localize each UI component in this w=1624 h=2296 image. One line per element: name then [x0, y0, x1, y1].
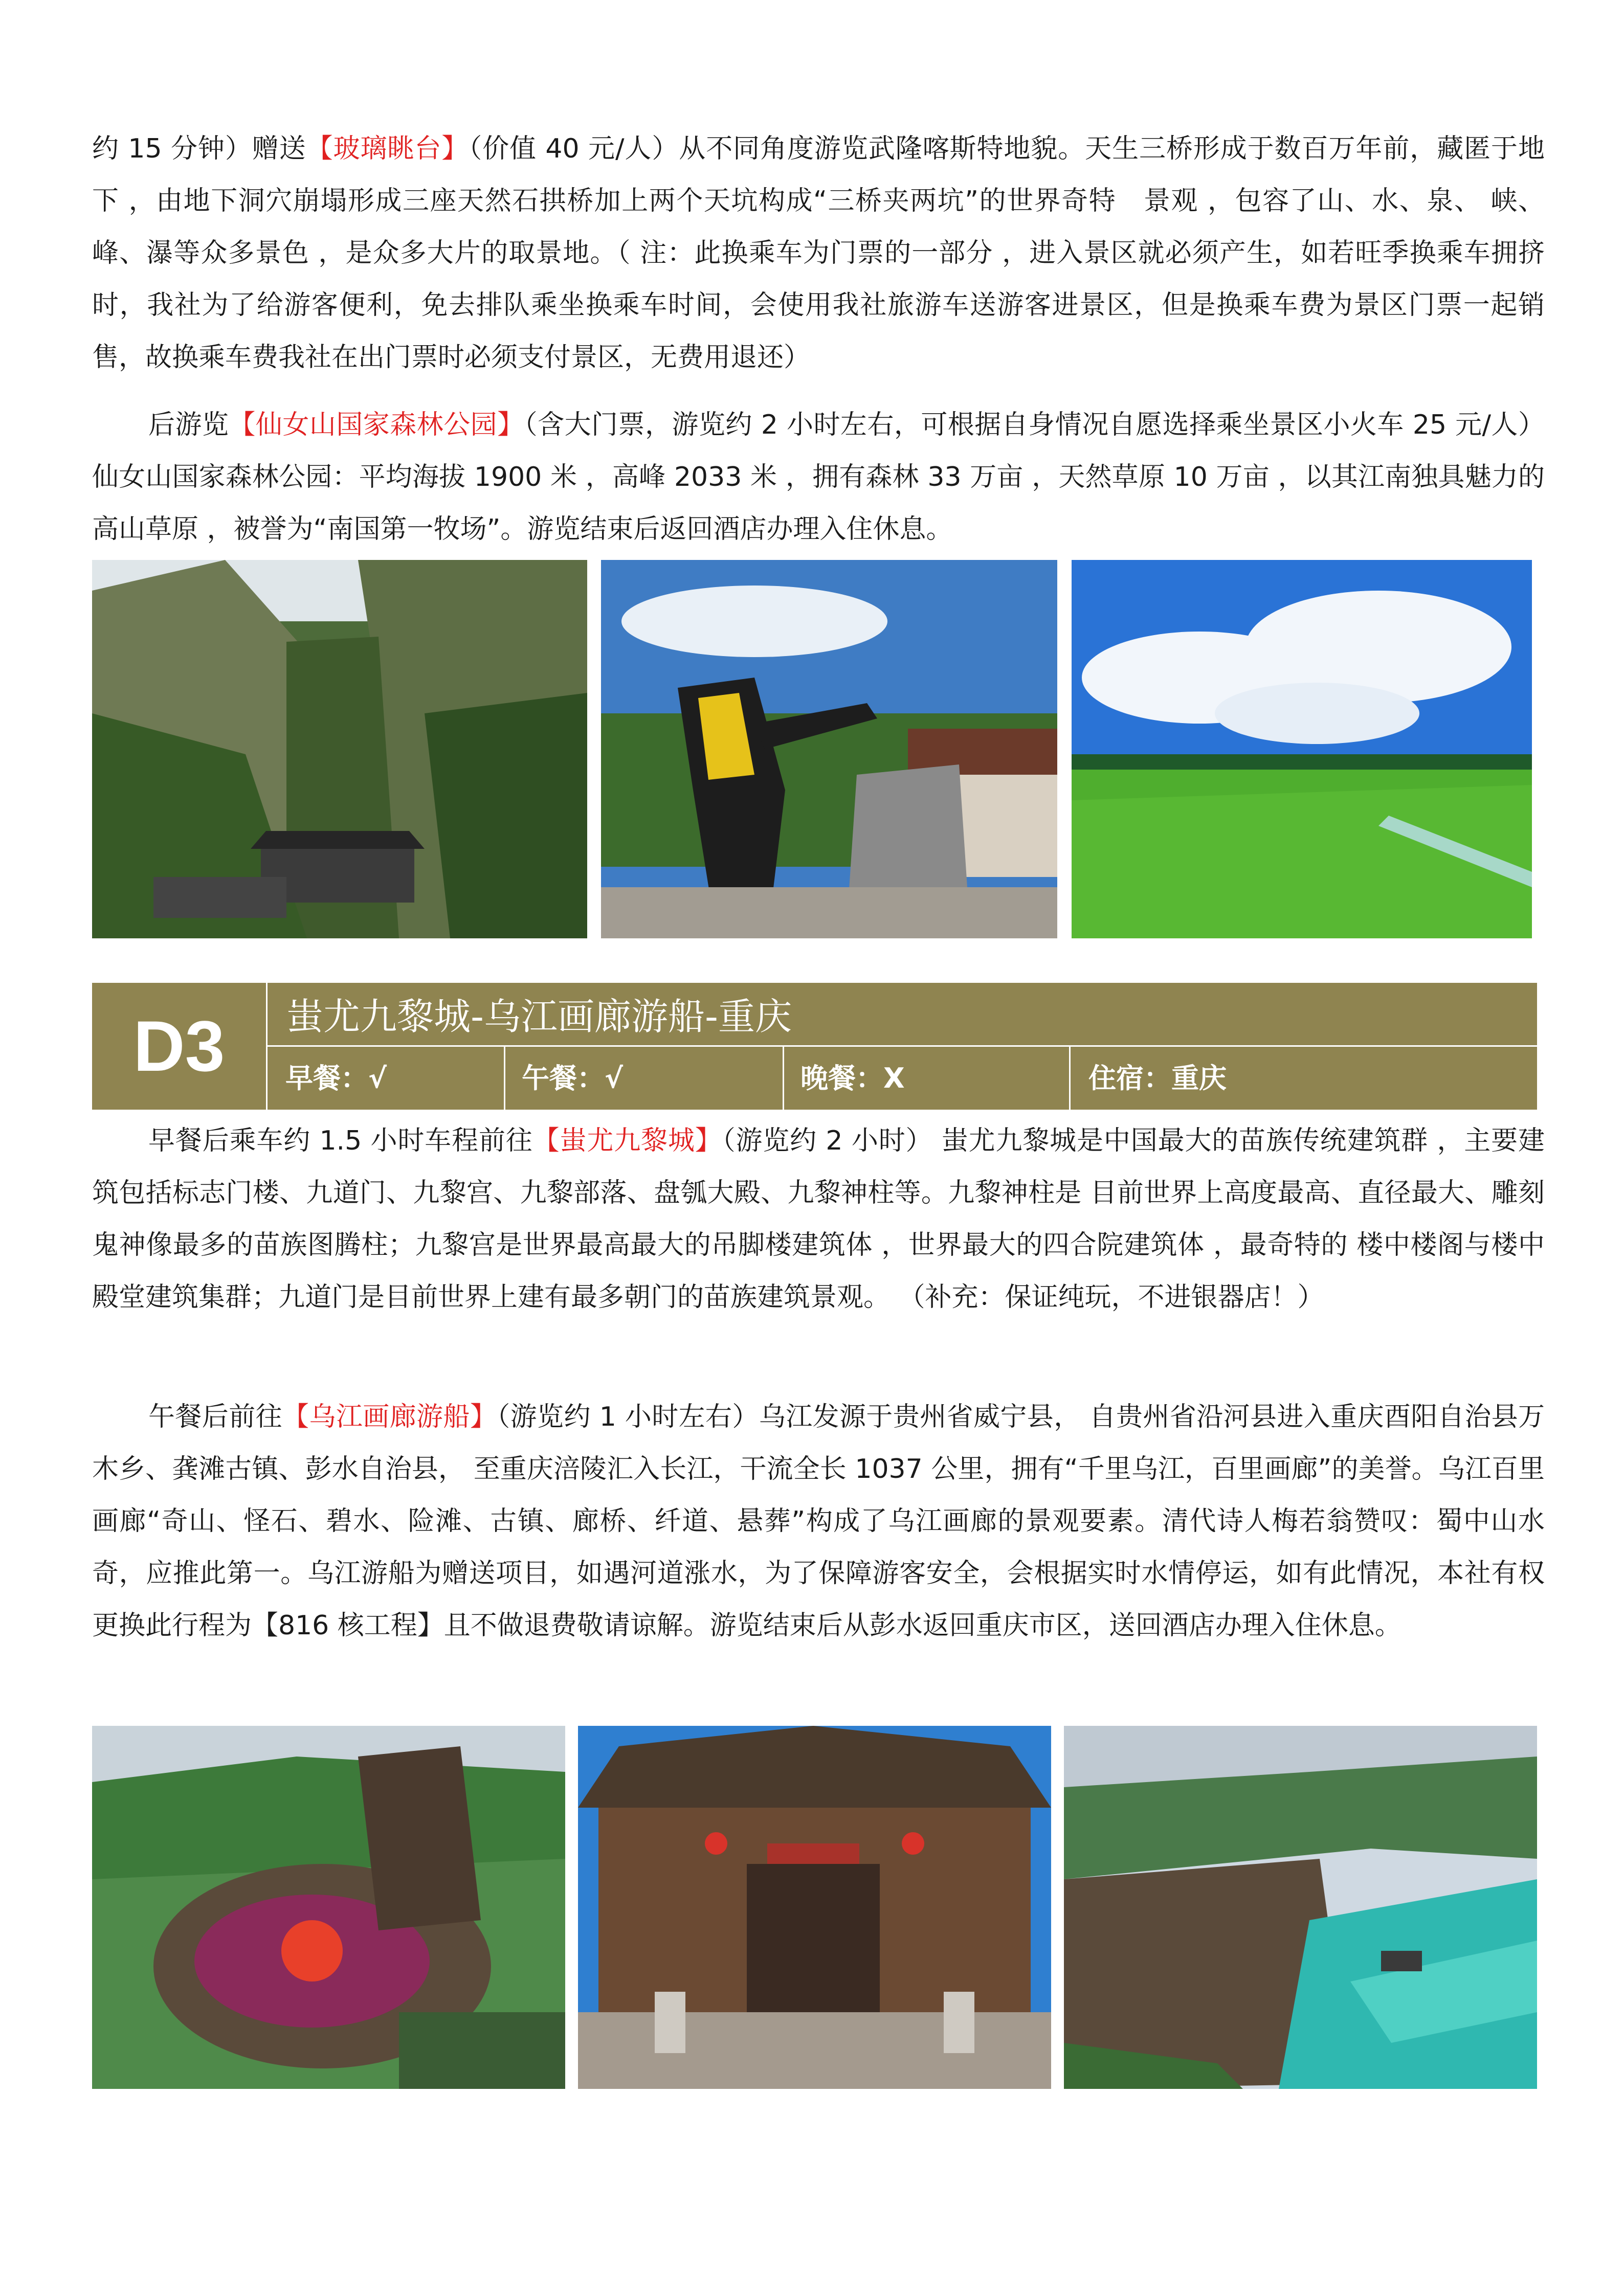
- photo-tiankeng-canyon: [92, 560, 587, 938]
- d3-p2-text-after: （游览约 1 小时左右）乌江发源于贵州省威宁县， 自贵州省沿河县进入重庆酉阳自治县万木乡、龚滩古镇、彭水自治县， 至重庆涪陵汇入长江，干流全长 1037 公里，拥有“千里乌江，百里画廊”的美誉。乌江百里画廊“奇山、怪石、碧水、险滩、古镇、廊桥、纤道、悬葬”构成了乌江画廊的景观要素。清代诗人梅若翁赞叹：蜀中山水奇，应推此第一。乌江游船为赠送项目，如遇河道涨水，为了保障游客安全，会根据实时水情停运，如有此情况，本社有权更换此行程为【816 核工程】且不做退费敬请谅解。游览结束后从彭水返回重庆市区，送回酒店办理入住休息。: [92, 1402, 1545, 1641]
- jiuli-city-highlight: 【蚩尤九黎城】: [532, 1126, 722, 1156]
- d3-p1-text-after: （游览约 2 小时） 蚩尤九黎城是中国最大的苗族传统建筑群 ，主要建筑包括标志门楼、九道门、九黎宫、九黎部落、盘瓠大殿、九黎神柱等。九黎神柱是 目前世界上高度最高、直径最大、雕刻鬼神像最多的苗族图腾柱；九黎宫是世界最高最大的吊脚楼建筑体 ，世界最大的四合院建筑体 ，最奇特的 楼中楼阁与楼中殿堂建筑集群；九道门是目前世界上建有最多朝门的苗族建筑景观。 （补充：保证纯玩，不进银器店！）: [92, 1126, 1545, 1313]
- day-banner: [92, 983, 1537, 1110]
- d3-p1-text-before: 早餐后乘车约 1.5 小时车程前往: [148, 1126, 533, 1156]
- intro-p2-text-before: 后游览: [148, 410, 229, 440]
- intro-p2-text-after: （含大门票，游览约 2 小时左右，可根据自身情况自愿选择乘坐景区小火车 25 元/人）仙女山国家森林公园：平均海拔 1900 米 ，高峰 2033 米 ，拥有森林 33 万亩 ，天然草原 10 万亩 ，以其江南独具魅力的高山草原 ，被誉为“南国第一牧场”。游览结束后返回酒店办理入住休息。: [92, 410, 1545, 545]
- meal-divider-2: [783, 1047, 784, 1110]
- d3-paragraph-2: [92, 1391, 1545, 1652]
- dinner-label: 晚餐：X: [800, 1062, 905, 1094]
- photo-grassland: [1072, 560, 1532, 938]
- intro-paragraph-2: [92, 399, 1545, 555]
- photo-robot-sculpture: [601, 560, 1057, 938]
- wujiang-cruise-highlight: 【乌江画廊游船】: [282, 1402, 497, 1432]
- intro-paragraph-1: [92, 123, 1545, 384]
- lodging-label: 住宿：重庆: [1088, 1062, 1227, 1094]
- d3-p2-text-before: 午餐后前往: [148, 1402, 283, 1432]
- meal-divider-1: [504, 1047, 505, 1110]
- intro-p1-text-after: （价值 40 元/人）从不同角度游览武隆喀斯特地貌。天生三桥形成于数百万年前，藏匿于地下 ，由地下洞穴崩塌形成三座天然石拱桥加上两个天坑构成“三桥夹两坑”的世界奇特 景观 ，包容了山、水、泉、 峡、峰、瀑等众多景色 ，是众多大片的取景地。（ 注：此换乘车为门票的一部分 ，进入景区就必须产生，如若旺季换乘车拥挤时，我社为了给游客便利，免去排队乘坐换乘车时间，会使用我社旅游车送游客进景区，但是换乘车费为景区门票一起销售，故换乘车费我社在出门票时必须支付景区，无费用退还）: [92, 133, 1545, 373]
- photo-jiuli-city-aerial: [92, 1726, 565, 2089]
- intro-p1-text-before: 约 15 分钟）赠送: [92, 133, 306, 164]
- day-route-title: 蚩尤九黎城-乌江画廊游船-重庆: [286, 995, 792, 1038]
- photo-wujiang-river-town: [1064, 1726, 1537, 2089]
- day-badge: D3: [133, 1006, 225, 1086]
- breakfast-label: 早餐：√: [285, 1062, 387, 1094]
- lunch-label: 午餐：√: [522, 1062, 624, 1094]
- d3-paragraph-1: [92, 1115, 1545, 1323]
- photo-jiuli-palace-gate: [578, 1726, 1051, 2089]
- fairy-mountain-highlight: 【仙女山国家森林公园】: [229, 410, 524, 440]
- meal-divider-3: [1069, 1047, 1071, 1110]
- glass-platform-highlight: 【玻璃眺台】: [306, 133, 469, 164]
